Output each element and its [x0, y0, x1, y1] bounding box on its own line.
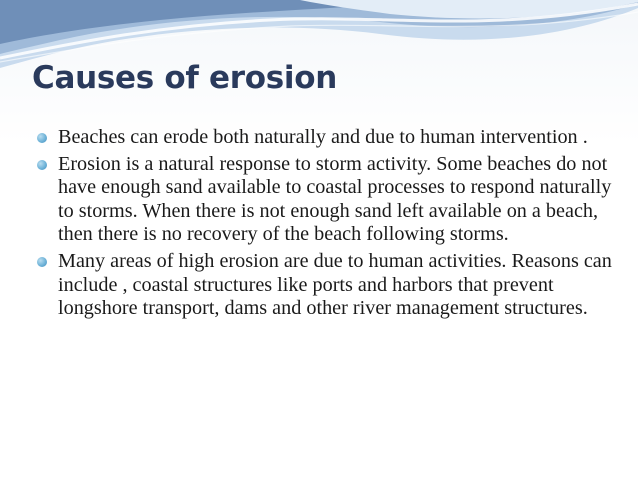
bullet-dot-icon [37, 257, 47, 267]
bullet-dot-icon [37, 133, 47, 143]
bullet-item [36, 153, 628, 247]
bullet-item [36, 250, 628, 321]
bullet-text: Beaches can erode both naturally and due to human intervention . [58, 126, 588, 148]
bullet-dot-icon [37, 160, 47, 170]
slide-title: Causes of erosion [32, 60, 337, 96]
bullet-list [36, 126, 628, 324]
bullet-item [36, 126, 628, 150]
bullet-text: Many areas of high erosion are due to human activities. Reasons can include , coastal structures like ports and harbors that prevent longshore transport, dams and other river management structures. [58, 249, 612, 320]
bullet-text: Erosion is a natural response to storm activity. Some beaches do not have enough sand available to coastal processes to respond naturally to storms. When there is not enough sand left available on a beach, then there is no recovery of the beach following storms. [58, 152, 612, 246]
